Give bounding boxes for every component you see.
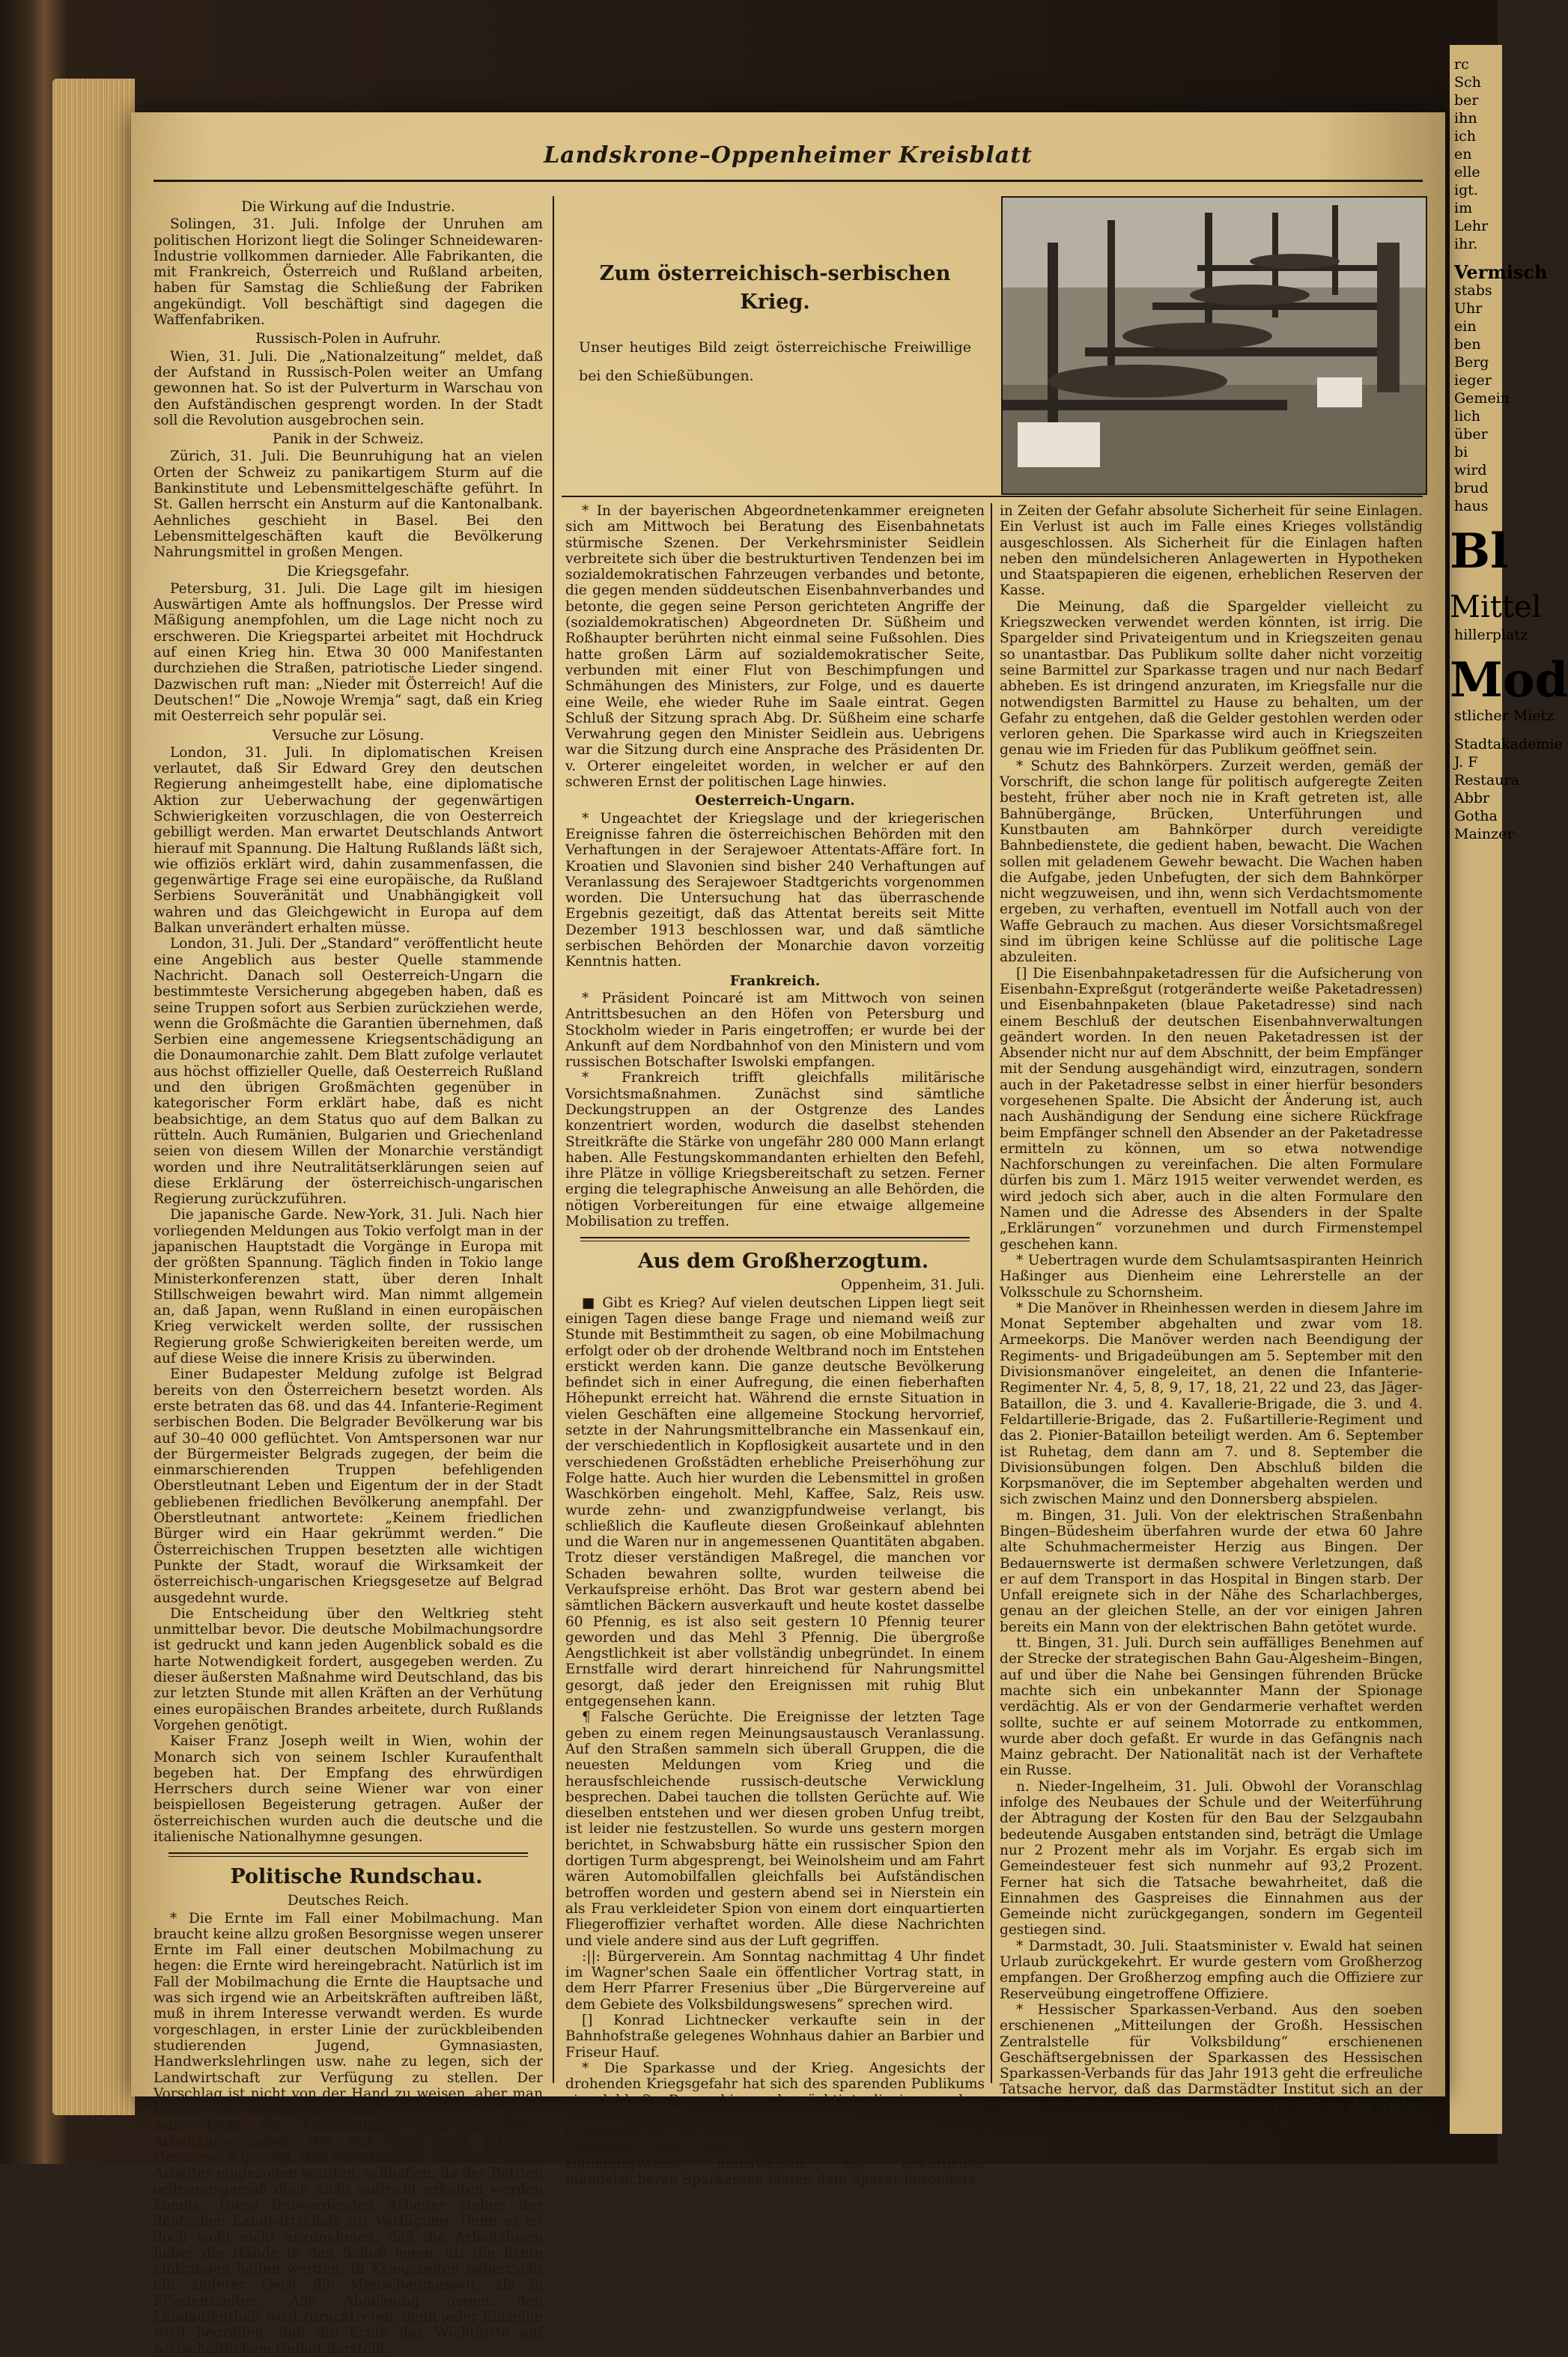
article-paragraph: n. Nieder-Ingelheim, 31. Juli. Obwohl der Voranschlag infolge des Neubaues der Schule und der Weiterführung der Abtragung der Kosten für den Bau der Selzgaubahn bedeutende Ausgaben entstanden sind, beträgt die Umlage nur 2 Prozent mehr als im Vorjahr. Es ergab sich im Gemeindesteuer fest sich nunmehr auf 93,2 Prozent. Ferner hat sich die Tatsache bewahrheitet, daß die Einnahmen des Gaspreises die Einnahmen aus der Gemeinde nicht zurückgegangen, sondern im Gegenteil gestiegen sind. [1000, 1778, 1423, 1938]
adjacent-page-line: ben [1454, 336, 1481, 353]
column-2 [565, 503, 985, 2188]
article-paragraph: * In der bayerischen Abgeordnetenkammer ereigneten sich am Mittwoch bei Beratung des Eisenbahnetats stürmische Szenen. Der Verkehrsminister Seidlein verbreitete sich über die bestrukturtiven Tendenzen bei im sozialdemokratischen Fahrzeugen verbandes und betonte, die gegen menden süddeutschen Eisenbahnverbandes und betonte, die gegen seine Person gerichteten Angriffe der (sozialdemokratischen) Abgeordneten Dr. Süßheim und Roßhaupter berührten nicht einmal seine Fußsohlen. Dies hatte großen Lärm auf sozialdemokratischer Seite, verbunden mit einer Flut von Beschimpfungen und Schmähungen des Ministers, zur Folge, und es dauerte eine Weile, ehe wieder Ruhe im Saale eintrat. Gegen Schluß der Sitzung sprach Abg. Dr. Süßheim eine scharfe Verwahrung gegen den Minister Seidlein aus. Uebrigens war die Sitzung durch eine Ansprache des Präsidenten Dr. v. Orterer eingeleitet worden, in welcher er auf den schweren Ernst der politischen Lage hinwies. [565, 503, 985, 791]
article-paragraph: Die japanische Garde. New-York, 31. Juli. Nach hier vorliegenden Meldungen aus Tokio verfolgt man in der japanischen Hauptstadt die Vorgänge in Europa mit der größten Spannung. Täglich finden in Tokio lange Ministerkonferenzen statt, über deren Inhalt Stillschweigen bewahrt wird. Man nimmt allgemein an, daß Japan, wenn Rußland in einen europäischen Krieg verwickelt werden sollte, der russischen Regierung große Schwierigkeiten bereiten werde, um auf diese Weise die innere Krisis zu überwinden. [154, 1207, 543, 1367]
adjacent-page-line: Uhr [1454, 300, 1483, 317]
article-paragraph: [] Die Eisenbahnpaketadressen für die Aufsicherung von Eisenbahn-Expreßgut (rotgeränderte weiße Paketadressen) und Eisenbahnpaketen (blaue Paketadresse) sind nach einem Beschluß der deutschen Eisenbahnverwaltungen geändert worden. In den neuen Paketadressen ist der Absender nicht nur auf dem Abschnitt, der beim Empfänger mit der Sendung ausgehändigt wird, einzutragen, sondern auch in der Paketadresse selbst in einer hierfür besonders vorgesehenen Spalte. Die Absicht der Änderung ist, auch nach Aushändigung der Sendung eine sichere Rückfrage beim Empfänger schnell den Absender an der Paketadresse ermitteln zu können, um so etwa notwendige Nachforschungen zu vereinfachen. Die alten Formulare dürfen bis zum 1. März 1915 weiter verwendet werden, es wird jedoch sich aber, auch in die alten Formulare den Namen und die Adresse des Absenders in der Spalte „Erklärungen“ vorzunehmen und durch Firmenstempel geschehen kann. [1000, 965, 1423, 1253]
article-paragraph: London, 31. Juli. Der „Standard“ veröffentlicht heute eine Angeblich aus bester Quelle stammende Nachricht. Danach soll Oesterreich-Ungarn die bestimmteste Versicherung abgegeben haben, daß es seine Truppen sofort aus Serbien zurückziehen werde, wenn die Großmächte die Garantien übernehmen, daß Serbien eine angemessene Kriegsentschädigung an die Donaumonarchie zahlt. Dem Blatt zufolge verlautet aus höchst offizieller Quelle, daß Oesterreich Rußland und den übrigen Großmächten gegenüber in kategorischer Form erklärt habe, daß es nicht beabsichtige, an dem Status quo auf dem Balkan zu rütteln. Auch Rumänien, Bulgarien und Griechenland seien von diesem Willen der Monarchie verständigt worden und ihre Neutralitätserklärungen seien auf diese Erklärung der österreichisch-ungarischen Regierung zurückzuführen. [154, 936, 543, 1208]
article-paragraph: Petersburg, 31. Juli. Die Lage gilt im hiesigen Auswärtigen Amte als hoffnungslos. Der Presse wird Mäßigung anempfohlen, um die Lage nicht noch zu erschweren. Die Kriegspartei arbeitet mit Hochdruck auf einen Krieg hin. Etwa 30 000 Manifestanten durchziehen die Straßen, patriotische Lieder singend. Dazwischen ruft man: „Nieder mit Österreich! Auf die Deutschen!“ Die „Nowoje Wremja“ sagt, daß ein Krieg mit Oesterreich sehr populär sei. [154, 580, 543, 725]
subhead: Die Wirkung auf die Industrie. [241, 199, 455, 215]
adjacent-page-line: Berg [1454, 354, 1489, 371]
masthead-rule [154, 180, 1423, 182]
adjacent-page-line: igt. [1454, 182, 1478, 198]
newspaper-page [131, 112, 1445, 2357]
column-1 [154, 196, 543, 2357]
adjacent-page-line: Mainzer [1454, 826, 1514, 842]
adjacent-page-lines-top [1450, 55, 1502, 253]
subsection-frankreich: Frankreich. [729, 973, 821, 989]
article-paragraph: [] Konrad Lichtnecker verkaufte sein in der Bahnhofstraße gelegenes Wohnhaus dahier an Barbier und Friseur Hauf. [565, 2013, 985, 2061]
article-paragraph: * Die Sparkasse und der Krieg. Angesichts der drohenden Kriegsgefahr hat sich des sparenden Publikums eine lebhafte Beunruhigung bemächtigt, die in manchen Städten in einem Ansturm auf die Sparkasse zum Ausdruck gekommen ist. Es erscheint daher dringend geboten, das Publikum auf das Unbesonnene einer solchen Handlungsweise hinzuweisen. Die öffentlichen mündelsicheren Sparkassen bieten dem Sparer besonders [565, 2060, 985, 2188]
article-paragraph: Solingen, 31. Juli. Infolge der Unruhen am politischen Horizont liegt die Solinger Schneidewaren-Industrie vollkommen darnieder. Alle Fabrikanten, die mit Frankreich, Österreich und Rußland arbeiten, haben für Samstag die Schließung der Fabriken angekündigt. Voll beschäftigt sind dagegen die Waffenfabriken. [154, 216, 543, 329]
adjacent-page-line: Sch [1454, 74, 1481, 91]
article-paragraph: Die Meinung, daß die Spargelder vielleicht zu Kriegszwecken verwendet werden könnten, ist irrig. Die Spargelder sind Privateigentum und in Kriegszeiten genau so unantastbar. Das Publikum sollte daher nicht vorzeitig seine Barmittel zur Sparkasse tragen und nur nach Bedarf abheben. Es ist dringend anzuraten, im Kriegsfalle nur die notwendigsten Barmittel zu Hause zu behalten, um der Gefahr zu entgehen, daß die Gelder gestohlen werden oder verloren gehen. Die Sparkasse wird auch in Kriegszeiten genau wie im Frieden für das Publikum geöffnet sein. [1000, 598, 1423, 758]
article-paragraph: Wien, 31. Juli. Die „Nationalzeitung“ meldet, daß der Aufstand in Russisch-Polen weiter an Umfang gewonnen hat. So ist der Pulverturm in Warschau von den Aufständischen gesprengt worden. In der Stadt soll die Revolution ausgebrochen sein. [154, 348, 543, 428]
adjacent-page-line: brud [1454, 480, 1489, 496]
masthead: Landskrone–Oppenheimer Kreisblatt [544, 142, 1033, 168]
article-paragraph: Die Entscheidung über den Weltkrieg steht unmittelbar bevor. Die deutsche Mobilmachungsordre ist gedruckt und kann jeden Augenblick sobald es die harte Notwendigkeit fordert, ausgegeben werden. Zu dieser äußersten Maßnahme wird Deutschland, das bis zur letzten Stunde mit allen Kräften an der Verhütung eines europäischen Brandes arbeitete, durch Rußlands Vorgehen genötigt. [154, 1605, 543, 1733]
adjacent-page-line: Lehr [1454, 218, 1489, 234]
subhead: Panik in der Schweiz. [272, 431, 425, 448]
adjacent-page-line: wird [1454, 462, 1487, 478]
adjacent-page-strip [1445, 45, 1568, 2134]
adjacent-page-line: ich [1454, 128, 1476, 145]
feature-title-line: Zum österreichisch-serbischen [599, 262, 951, 285]
section-rule [580, 1237, 970, 1241]
feature-caption: Unser heutiges Bild zeigt österreichische Freiwillige bei den Schießübungen. [579, 339, 971, 384]
photo-illustration [1003, 198, 1426, 493]
subsection-deutsches-reich: Deutsches Reich. [287, 1893, 410, 1909]
adjacent-page-line: ihr. [1454, 236, 1478, 252]
column-3 [1000, 503, 1423, 2129]
article-paragraph: * Frankreich trifft gleichfalls militärische Vorsichtsmaßnahmen. Zunächst sind sämtliche Deckungstruppen an der Ostgrenze des Landes konzentriert worden, wodurch die daselbst stehenden Streitkräfte die Stärke von ungefähr 280 000 Mann erlangt haben. Alle Festungskommandanten erhielten den Befehl, ihre Plätze in völlige Kriegsbereitschaft zu setzen. Ferner erging die telegraphische Anweisung an alle Behörden, die nötigen Vorbereitungen für eine etwaige allgemeine Mobilisation zu treffen. [565, 1070, 985, 1230]
adjacent-page-line: Abbr [1454, 790, 1490, 806]
column-rule [991, 503, 992, 2083]
adjacent-page-lines-mid [1450, 282, 1510, 515]
subhead: Versuche zur Lösung. [272, 727, 425, 743]
article-paragraph: * Die Ernte im Fall einer Mobilmachung. Man braucht keine allzu großen Besorgnisse wegen unserer Ernte im Fall einer deutschen Mobilmachung zu hegen: die Ernte wird hereingebracht. Natürlich ist im Fall der Mobilmachung die Ernte die Hauptsache und was sich irgend wie an Arbeitskräften auftreiben läßt, muß in ihrem Interesse verwandt werden. Es wurde vorgeschlagen, in erster Linie der zurückbleibenden studierenden Jugend, Gymnasiasten, Handwerkslehrlingen usw. nahe zu legen, sich der Landwirtschaft zur Verfügung zu stellen. Der Vorschlag ist nicht von der Hand zu weisen, aber man braucht um Arbeitskräfte nicht in zu großer Sorge zu sein. Trotz der Einziehungen wird es genug Arbeitslose geben. Hat sich doch auch jetzt in Oesterreich gezeigt, daß verschiedene Fabriken, deren Arbeiter eingezogen wurden, schließen, da der Betrieb ordnungsgemäß doch nicht aufrecht erhalten werden konnte. Diese freiwerdenden Arbeiter stehen der deutschen Landwirtschaft zur Verfügung. Denn es ist doch wohl nicht anzunehmen, daß die Arbeitslosen lieber die Hände in den Schoß legen, als die Ernte einbringen helfen werden. In Kriegszeiten beherrscht ein anderer Geist die Menschenmassen, als in Friedenszeiten. Alle Abneigung gegen den Landaufenthalt wird zurücktreten, denn jeder Einzelne wird begreifen, daß die Ernte das Wichtigste auf wirtschaftlichem Gebiet darstellt. [154, 1910, 543, 2357]
adjacent-page-ad-large: Bl [1450, 523, 1509, 580]
article-paragraph: Kaiser Franz Joseph weilt in Wien, wohin der Monarch sich von seinem Ischler Kuraufenthalt begeben hat. Der Empfang des ehrwürdigen Herrschers durch seine Wiener war von einer beispiellosen Begeisterung getragen. Außer der österreichischen wurden auch die deutsche und die italienische Nationalhymne gesungen. [154, 1733, 543, 1845]
adjacent-page-line: elle [1454, 164, 1480, 180]
article-paragraph: Einer Budapester Meldung zufolge ist Belgrad bereits von den Österreichern besetzt worden. Als erste betraten das 68. und das 44. Infanterie-Regiment serbischen Boden. Die Belgrader Bevölkerung war bis auf 30–40 000 geflüchtet. Von Amtspersonen war nur der Bürgermeister Belgrads zugegen, der beim die einmarschierenden Truppen befehligenden Oberstleutnant Leben und Eigentum der in der Stadt gebliebenen friedlichen Bevölkerung anempfahl. Der Oberstleutnant antwortete: „Keinem friedlichen Bürger wird ein Haar gekrümmt werden.“ Die Österreichischen Truppen besetzten alle wichtigen Punkte der Stadt, worauf die Wirksamkeit der österreichisch-ungarischen Kriegsgesetze auf Belgrad ausgedehnt wurde. [154, 1366, 543, 1606]
adjacent-page-line: ber [1454, 92, 1479, 109]
adjacent-page-line: Stadtakademie [1454, 736, 1563, 752]
article-paragraph: London, 31. Juli. In diplomatischen Kreisen verlautet, daß Sir Edward Grey den deutschen Regierung anheimgestellt habe, eine diplomatische Aktion zur Ueberwachung der gegenwärtigen Schwierigkeiten vorzuschlagen, die von Oesterreich gebilligt werden. Man erwartet Deutschlands Antwort hierauf mit Spannung. Die Haltung Rußlands läßt sich, wie offiziös erklärt wird, dahin zusammenfassen, die gegenwärtige Frage sei eine europäische, da Rußland Serbiens Souveränität und Unabhängigkeit voll wahren und das Gleichgewicht in Europa auf dem Balkan unverändert erhalten müsse. [154, 744, 543, 937]
dateline: Oppenheim, 31. Juli. [840, 1277, 985, 1294]
column-rule [553, 196, 554, 2083]
section-title-grossherzogtum: Aus dem Großherzogtum. [637, 1250, 929, 1274]
adjacent-page-line: hillerplatz [1454, 627, 1528, 643]
subhead: Russisch-Polen in Aufruhr. [255, 331, 441, 347]
adjacent-page-lines-bottom [1450, 735, 1563, 843]
feature-title-line: Krieg. [740, 291, 810, 314]
article-paragraph: * Präsident Poincaré ist am Mittwoch von seinen Antrittsbesuchen an den Höfen von Petersburg und Stockholm wieder in Paris eingetroffen; er wurde bei der Ankunft auf dem Nordbahnhof von den Ministern und vom russischen Botschafter Iswolski empfangen. [565, 990, 985, 1071]
article-paragraph: * Die Manöver in Rheinhessen werden in diesem Jahre im Monat September abgehalten und zwar vom 18. Armeekorps. Die Manöver werden nach Beendigung der Regiments- und Brigadeübungen am 5. September mit den Divisionsmanöver eingeleitet, an denen die Infanterie-Regimenter Nr. 4, 5, 8, 9, 17, 18, 21, 22 und 23, das Jäger-Bataillon, die 3. und 4. Kavallerie-Brigade, die 3. und 4. Feldartillerie-Brigade, das 2. Fußartillerie-Regiment und das 2. Pionier-Bataillon beteiligt werden. Am 6. September ist Ruhetag, dem dann am 7. und 8. September die Divisionsübungen folgen. Den Abschluß bilden die Korpsmanöver, die im September abgehalten werden und sich zwischen Mainz und den Donnersberg abspielen. [1000, 1300, 1423, 1508]
article-paragraph: :||: Bürgerverein. Am Sonntag nachmittag 4 Uhr findet im Wagner'schen Saale ein öffentlicher Vortrag statt, in dem Herr Pfarrer Fresenius über „Die Bürgervereine auf dem Gebiete des Volksbildungswesens“ sprechen wird. [565, 1948, 985, 2013]
adjacent-page-line: ieger [1454, 372, 1492, 389]
article-paragraph: m. Bingen, 31. Juli. Von der elektrischen Straßenbahn Bingen–Büdesheim überfahren wurde der etwa 60 Jahre alte Schuhmachermeister Herzig aus Bingen. Der Bedauernswerte ist dermaßen schwere Verletzungen, daß er auf dem Transport in das Hospital in Bingen starb. Der Unfall ereignete sich in der Nähe des Scharlachberges, genau an der gleichen Stelle, an der vor einigen Jahren bereits ein Mann von der elektrischen Bahn getötet wurde. [1000, 1507, 1423, 1635]
section-title-politische-rundschau: Politische Rundschau. [230, 1865, 483, 1889]
article-paragraph: ■ Gibt es Krieg? Auf vielen deutschen Lippen liegt seit einigen Tagen diese bange Frage und niemand weiß zur Stunde mit Bestimmtheit zu sagen, ob eine Mobilmachung erfolgt oder ob der drohende Weltbrand noch im Entstehen erstickt werden kann. Die ganze deutsche Bevölkerung befindet sich in einer Aufregung, die einen fieberhaften Höhepunkt erreicht hat. Während die ernste Situation in vielen Geschäften eine allgemeine Stockung hervorrief, setzte in der Nahrungsmittelbranche ein Massenkauf ein, der verschiedentlich in Kopflosigkeit ausartete und in den verschiedenen Großstädten erhebliche Preiserhöhung zur Folge hatte. Auch hier wurden die Lebensmittel in großen Waschkörben eingeholt. Mehl, Kaffee, Salz, Reis usw. wurde zehn- und zwanzigpfundweise verlangt, bis schließlich die Kaufleute diesen Großeinkauf ablehnten und die Waren nur in angemessenen Quantitäten abgaben. Trotz dieser verständigen Maßregel, die manchen vor Schaden bewahren sollte, wurden teilweise die Verkaufspreise erhöht. Das Brot war gestern abend bei sämtlichen Bäckern ausverkauft und heute kostet dasselbe 60 Pfennig, es ist also seit gestern 10 Pfennig teurer geworden und das Mehl 3 Pfennig. Die übergroße Aengstlichkeit ist aber vollständig unbegründet. In einem Ernstfalle wird derart hinreichend für Nahrungsmittel gesorgt, daß jeder den Ereignissen mit ruhig Blut entgegensehen kann. [565, 1295, 985, 1710]
adjacent-page-ad-small: stlicher Mietz [1454, 708, 1555, 724]
feature-title [565, 260, 985, 317]
adjacent-page-line: lich [1454, 408, 1481, 425]
article-paragraph: * Darmstadt, 30. Juli. Staatsminister v. Ewald hat seinen Urlaub zurückgekehrt. Er wurde gestern vom Großherzog empfangen. Der Großherzog empfing auch die Offiziere zur Reserveübung eingetroffene Offiziere. [1000, 1938, 1423, 2002]
adjacent-page-line: stabs [1454, 282, 1492, 299]
adjacent-page-ad-mid: Mittel [1450, 590, 1542, 624]
adjacent-page-line: en [1454, 146, 1472, 162]
adjacent-page-lines-low [1450, 626, 1528, 644]
article-paragraph: ¶ Falsche Gerüchte. Die Ereignisse der letzten Tage geben zu einem regen Meinungsaustausch Veranlassung. Auf den Straßen sammeln sich überall Gruppen, die die neuesten Meldungen vom Krieg und die herausfschleichende russisch-deutsche Verwicklung besprechen. Dabei tauchen die tollsten Gerüchte auf. Wie dieselben entstehen und wer diesen groben Unfug treibt, ist leider nie festzustellen. So wurde uns gestern morgen berichtet, in Schwabsburg hätte ein russischer Spion den dortigen Turm abgesprengt, bei Weinolsheim und am Fahrt wären Automobilfallen gleichfalls bei Aufständischen betroffen worden und gestern abend sei in Nierstein ein als Frau verkleideter Spion von einem dort einquartierten Fliegeroffizier verhaftet worden. Alle diese Nachrichten und viele andere sind aus der Luft gegriffen. [565, 1709, 985, 1949]
article-paragraph: Zürich, 31. Juli. Die Beunruhigung hat an vielen Orten der Schweiz zu panikartigem Sturm auf die Bankinstitute und Lebensmittelgeschäfte geführt. In St. Gallen herrscht ein Ansturm auf die Kantonalbank. Aehnliches geschieht in Basel. Bei den Lebensmittelgeschäften kauft die Bevölkerung Nahrungsmittel in großen Mengen. [154, 448, 543, 561]
feature-bottom-rule [562, 496, 1423, 497]
article-paragraph: * Uebertragen wurde dem Schulamtsaspiranten Heinrich Haßinger aus Dienheim eine Lehrerstelle an der Volksschule zu Schornsheim. [1000, 1252, 1423, 1301]
feature-box [565, 196, 985, 488]
adjacent-page-line: ihn [1454, 110, 1477, 127]
adjacent-page-line: bi [1454, 444, 1468, 460]
article-paragraph: * Ungeachtet der Kriegslage und der kriegerischen Ereignisse fahren die österreichischen Behörden mit den Verhaftungen in der Serajewoer Attentats-Affäre fort. In Kroatien und Slavonien sind bisher 240 Verhaftungen auf Veranlassung des Serajewoer Stadtgerichts vorgenommen worden. Die Untersuchung hat das überraschende Ergebnis gezeitigt, daß das Attentat bereits seit Mitte Dezember 1913 beschlossen war, und daß sämtliche serbischen Behörden der Monarchie davon vorzeitig Kenntnis hatten. [565, 810, 985, 970]
adjacent-page-line: rc [1454, 56, 1469, 73]
page-stack-edge [52, 79, 135, 2115]
adjacent-page-line: Restaura [1454, 772, 1519, 788]
adjacent-page-section: Vermisch [1454, 261, 1548, 283]
subsection-oesterreich-ungarn: Oesterreich-Ungarn. [695, 793, 855, 809]
adjacent-page-line: J. F [1454, 754, 1478, 770]
section-rule [168, 1852, 528, 1857]
adjacent-page-line: im [1454, 200, 1473, 216]
adjacent-page-line: Gotha [1454, 808, 1498, 824]
adjacent-page-ad-large-2: Mod [1450, 652, 1568, 708]
adjacent-page-line: ein [1454, 318, 1477, 335]
adjacent-page-line: Gemein [1454, 390, 1510, 407]
subhead: Die Kriegsgefahr. [287, 563, 410, 580]
adjacent-page-line: über [1454, 426, 1488, 442]
article-paragraph: * Schutz des Bahnkörpers. Zurzeit werden, gemäß der Vorschrift, die schon lange für politisch aufgeregte Zeiten besteht, früher aber noch nie in Kraft getreten ist, alle Bahnübergänge, Brücken, Unterführungen und Kunstbauten am Bahnkörper durch vereidigte Bahnbedienstete, die gedient haben, bewacht. Die Wachen sollen mit geladenem Gewehr bewacht. Die Wachen haben die Aufgabe, jeden Unbefugten, der sich dem Bahnkörper nicht wegzuweisen, und ihn, wenn sich Verdachtsmomente ergeben, zu verhaften, eventuell im Notfall auch von der Waffe Gebrauch zu machen. Aus dieser Vorsichtsmaßregel sind im übrigen keine Schlüsse auf die politische Lage abzuleiten. [1000, 758, 1423, 966]
article-paragraph: in Zeiten der Gefahr absolute Sicherheit für seine Einlagen. Ein Verlust ist auch im Falle eines Krieges vollständig ausgeschlossen. Als Sicherheit für die Einlagen haften neben den mündelsicheren Anlagewerten in Hypotheken und Staatspapieren die eigenen, erheblichen Reserven der Kasse. [1000, 503, 1423, 599]
article-paragraph: tt. Bingen, 31. Juli. Durch sein auffälliges Benehmen auf der Strecke der strategischen Bahn Gau-Algesheim–Bingen, auf und über die Nahe bei Gensingen führenden Brücke machte sich ein unbekannter Mann der Spionage verdächtig. Als er von der Gendarmerie verhaftet werden sollte, suchte er auf seinem Motorrade zu entkommen, wurde aber doch gefaßt. Er wurde in das Gefängnis nach Mainz gebracht. Der Nationalität nach ist der Verhaftete ein Russe. [1000, 1635, 1423, 1779]
article-paragraph: * Hessischer Sparkassen-Verband. Aus den soeben erschienenen „Mitteilungen der Großh. Hessischen Zentralstelle für Volksbildung“ erschienenen Geschäftsergebnissen der Sparkassen des Hessischen Sparkassen-Verbands für das Jahr 1913 geht die erfreuliche Tatsache hervor, daß das Darmstädter Institut sich an der Spitze steht, die der Sparbücher mit 49 406 an der Spitze steht. Der Betrag der Sparanlagen mit 46 254 583 Mark. [1000, 2001, 1423, 2129]
adjacent-page-line: haus [1454, 498, 1489, 514]
soldiers-shooting-photo [1001, 196, 1427, 495]
